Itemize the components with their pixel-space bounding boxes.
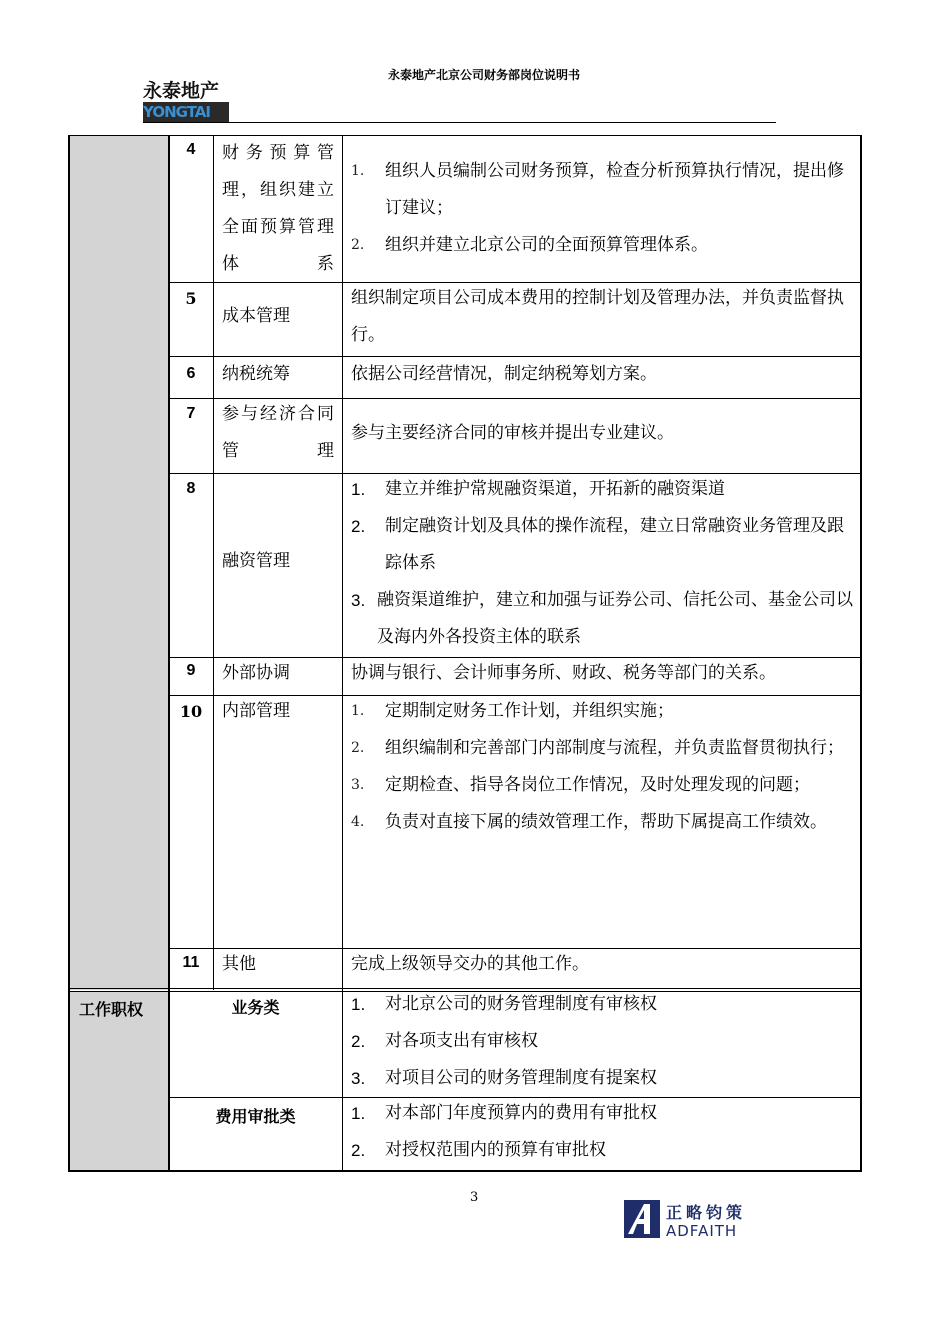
logo-english-text: YONGTAI [143,102,229,123]
list-item [351,767,854,804]
item-number: 2. [351,1141,366,1160]
section-label-column [68,135,169,990]
item-text: 建立并维护常规融资渠道，开拓新的融资渠道 [385,479,725,499]
item-number: 1. [351,1104,366,1123]
duty-details: 参与主要经济合同的审核并提出专业建议。 [351,423,674,443]
list-item [351,582,854,656]
duty-name: 参与经济合同管理 [222,404,334,461]
authority-group-name: 业务类 [231,998,280,1017]
duty-name: 融资管理 [222,551,290,571]
item-text: 对授权范围内的预算有审批权 [385,1140,606,1160]
brand-chinese: 正略钧策 [666,1203,747,1222]
item-text: 组织并建立北京公司的全面预算管理体系。 [385,235,708,255]
authority-details [351,1095,854,1169]
duty-details: 依据公司经营情况，制定纳税筹划方案。 [351,364,657,384]
item-text: 组织人员编制公司财务预算，检查分析预算执行情况，提出修订建议； [385,161,844,218]
item-number: 2. [351,740,365,756]
item-text: 融资渠道维护，建立和加强与证券公司、信托公司、基金公司以及海内外各投资主体的联系 [377,590,853,647]
item-text: 定期制定财务工作计划，并组织实施； [385,701,674,721]
duty-details [351,153,854,264]
table-border [213,135,214,990]
item-number: 1. [351,163,365,179]
duty-name: 成本管理 [222,306,290,326]
list-item [351,1132,854,1169]
item-text: 定期检查、指导各岗位工作情况，及时处理发现的问题； [385,775,810,795]
item-number: 1. [351,995,366,1014]
list-item [351,1023,854,1060]
list-item [351,227,854,264]
list-item [351,1095,854,1132]
page-number: 3 [470,1190,479,1205]
duty-details [351,471,854,656]
duty-number: 10 [179,702,203,721]
duty-name: 外部协调 [222,663,290,683]
list-item [351,804,854,841]
duty-name: 财务预算管理，组织建立全面预算管理体系 [222,143,334,274]
list-item [351,153,854,227]
table-border [860,135,862,1172]
duty-name: 内部管理 [222,701,290,721]
duty-details [351,693,854,841]
duty-name: 纳税统筹 [222,364,290,384]
item-number: 2. [351,1032,366,1051]
job-description-table [68,135,862,1172]
duty-details: 完成上级领导交办的其他工作。 [351,954,589,974]
item-text: 组织编制和完善部门内部制度与流程，并负责监督贯彻执行； [385,738,844,758]
table-border [342,135,343,1172]
list-item [351,1060,854,1097]
list-item [351,693,854,730]
item-number: 2. [351,517,366,536]
authority-label: 工作职权 [79,1000,144,1019]
item-text: 对项目公司的财务管理制度有提案权 [385,1068,657,1088]
logo-chinese-text: 永泰地产 [143,80,229,102]
table-border [68,135,70,1172]
authority-label-cell [68,991,169,1172]
adfaith-mark-icon [624,1200,660,1238]
duty-number: 7 [186,405,196,422]
item-text: 对各项支出有审核权 [385,1031,538,1051]
item-number: 4. [351,814,365,830]
duty-number: 4 [186,141,196,158]
table-border [68,135,862,136]
item-number: 1. [351,703,365,719]
document-title: 永泰地产北京公司财务部岗位说明书 [388,68,581,82]
header-divider [143,122,776,123]
duty-number: 11 [182,954,200,971]
item-number: 3. [351,591,366,610]
company-logo [143,80,229,124]
duty-name: 其他 [222,954,256,974]
item-text: 对本部门年度预算内的费用有审批权 [385,1103,657,1123]
duty-number: 5 [185,289,197,308]
duty-number: 6 [186,365,196,382]
duty-number: 8 [186,480,196,497]
authority-details [351,986,854,1097]
duty-details: 组织制定项目公司成本费用的控制计划及管理办法，并负责监督执行。 [351,288,844,345]
item-text: 负责对直接下属的绩效管理工作，帮助下属提高工作绩效。 [385,812,827,832]
list-item [351,730,854,767]
item-number: 1. [351,480,366,499]
item-text: 对北京公司的财务管理制度有审核权 [385,994,657,1014]
item-number: 3. [351,777,365,793]
authority-group-name: 费用审批类 [215,1107,296,1126]
list-item [351,471,854,508]
list-item [351,508,854,582]
list-item [351,986,854,1023]
duty-details: 协调与银行、会计师事务所、财政、税务等部门的关系。 [351,663,776,683]
table-border [68,1170,862,1172]
item-number: 3. [351,1069,366,1088]
adfaith-logo [624,1200,756,1246]
item-number: 2. [351,237,365,253]
brand-english: ADFAITH [666,1222,738,1240]
duty-number: 9 [186,662,196,679]
item-text: 制定融资计划及具体的操作流程，建立日常融资业务管理及跟踪体系 [385,516,844,573]
